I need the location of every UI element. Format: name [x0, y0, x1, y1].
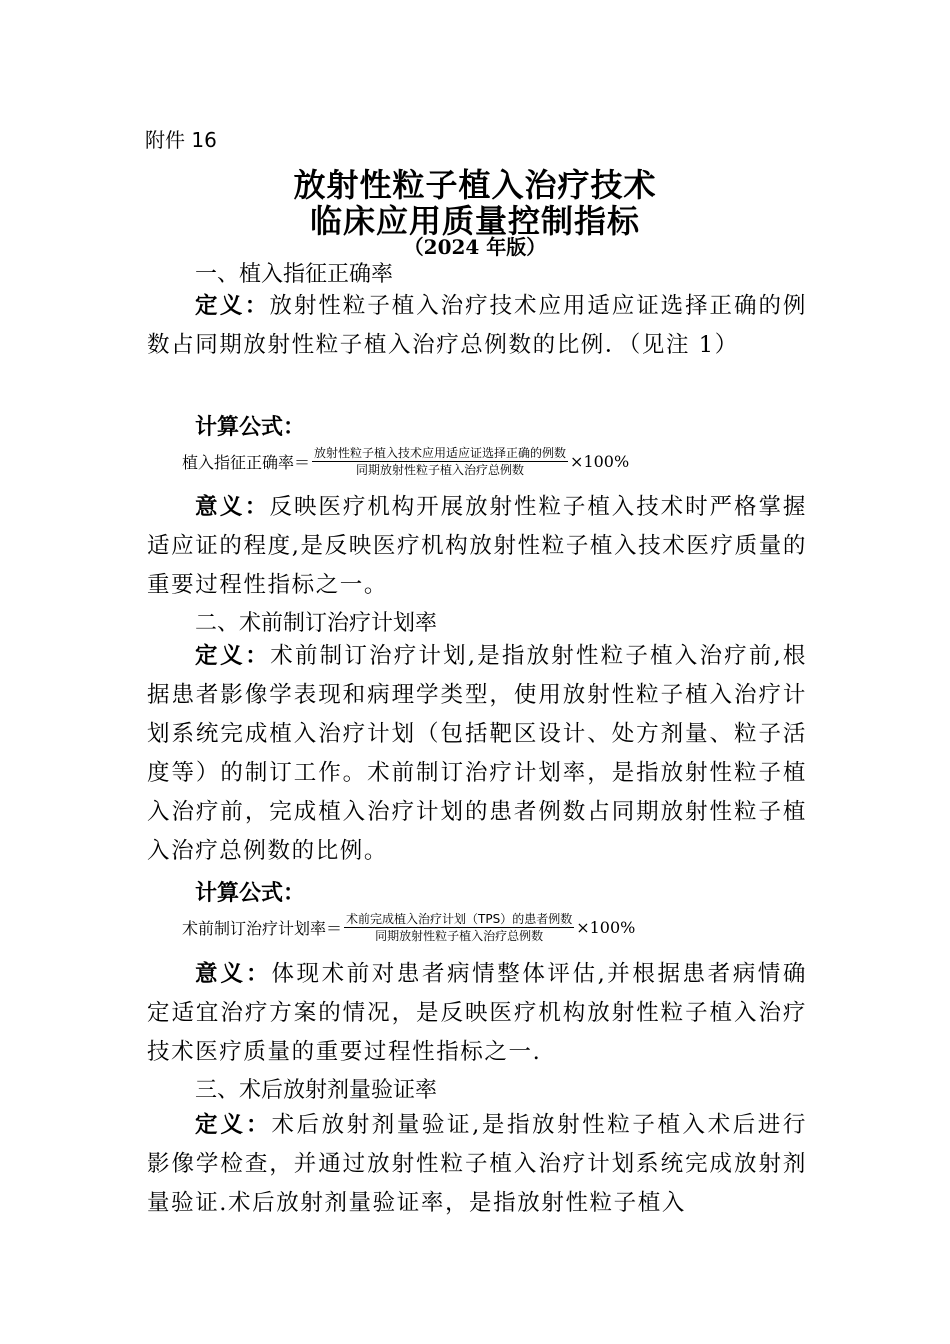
- definition-label: 定义：: [195, 293, 270, 319]
- meaning-text: 反映医疗机构开展放射性粒子植入技术时严格掌握适应证的程度,是反映医疗机构放射性粒子植入技术医疗质量的重要过程性指标之一。: [147, 494, 807, 598]
- formula-name: 植入指征正确率＝: [182, 453, 311, 472]
- formula-fraction: [312, 445, 568, 478]
- formula-fraction: [344, 911, 574, 944]
- formula-denominator: 同期放射性粒子植入治疗总例数: [375, 929, 544, 943]
- formula-name: 术前制订治疗计划率＝: [182, 919, 343, 938]
- definition-text: 放射性粒子植入治疗技术应用适应证选择正确的例数占同期放射性粒子植入治疗总例数的比例．（见注 1）: [147, 293, 807, 358]
- section-2-formula-label: 计算公式：: [195, 881, 306, 906]
- definition-label: 定义：: [195, 643, 271, 669]
- document-version: （2024 年版）: [403, 235, 547, 259]
- section-3-heading: 三、术后放射剂量验证率: [195, 1078, 438, 1103]
- meaning-label: 意义：: [195, 961, 272, 987]
- definition-text: 术前制订治疗计划,是指放射性粒子植入治疗前,根据患者影像学表现和病理学类型，使用放射性粒子植入治疗计划系统完成植入治疗计划（包括靶区设计、处方剂量、粒子活度等）的制订工作。术前制订治疗计划率，是指放射性粒子植入治疗前，完成植入治疗计划的患者例数占同期放射性粒子植入治疗总例数的比例。: [147, 643, 807, 864]
- section-3-definition: [147, 1106, 807, 1223]
- section-2-meaning: [147, 955, 807, 1072]
- attachment-label: 附件 16: [145, 128, 217, 152]
- section-2-formula: [182, 911, 635, 944]
- meaning-text: 体现术前对患者病情整体评估,并根据患者病情确定适宜治疗方案的情况，是反映医疗机构放射性粒子植入治疗技术医疗质量的重要过程性指标之一.: [147, 961, 807, 1065]
- section-1-definition: [147, 287, 807, 365]
- definition-text: 术后放射剂量验证,是指放射性粒子植入术后进行影像学检查，并通过放射性粒子植入治疗计划系统完成放射剂量验证.术后放射剂量验证率，是指放射性粒子植入: [147, 1112, 807, 1216]
- document-title-line1: 放射性粒子植入治疗技术: [293, 166, 657, 204]
- section-2-definition: [147, 637, 807, 871]
- meaning-label: 意义：: [195, 494, 270, 520]
- section-1-formula-label: 计算公式：: [195, 415, 306, 440]
- document-title-line2: 临床应用质量控制指标: [309, 202, 640, 240]
- section-1-formula: [182, 445, 629, 478]
- section-1-meaning: [147, 488, 807, 605]
- section-2-heading: 二、术前制订治疗计划率: [195, 611, 438, 636]
- section-1-heading: 一、植入指征正确率: [195, 262, 394, 287]
- definition-label: 定义：: [195, 1112, 272, 1138]
- formula-numerator: 术前完成植入治疗计划（TPS）的患者例数: [346, 912, 573, 926]
- formula-denominator: 同期放射性粒子植入治疗总例数: [356, 463, 525, 477]
- formula-suffix: ×100%: [576, 918, 636, 937]
- formula-numerator: 放射性粒子植入技术应用适应证选择正确的例数: [314, 446, 567, 460]
- formula-suffix: ×100%: [570, 452, 630, 471]
